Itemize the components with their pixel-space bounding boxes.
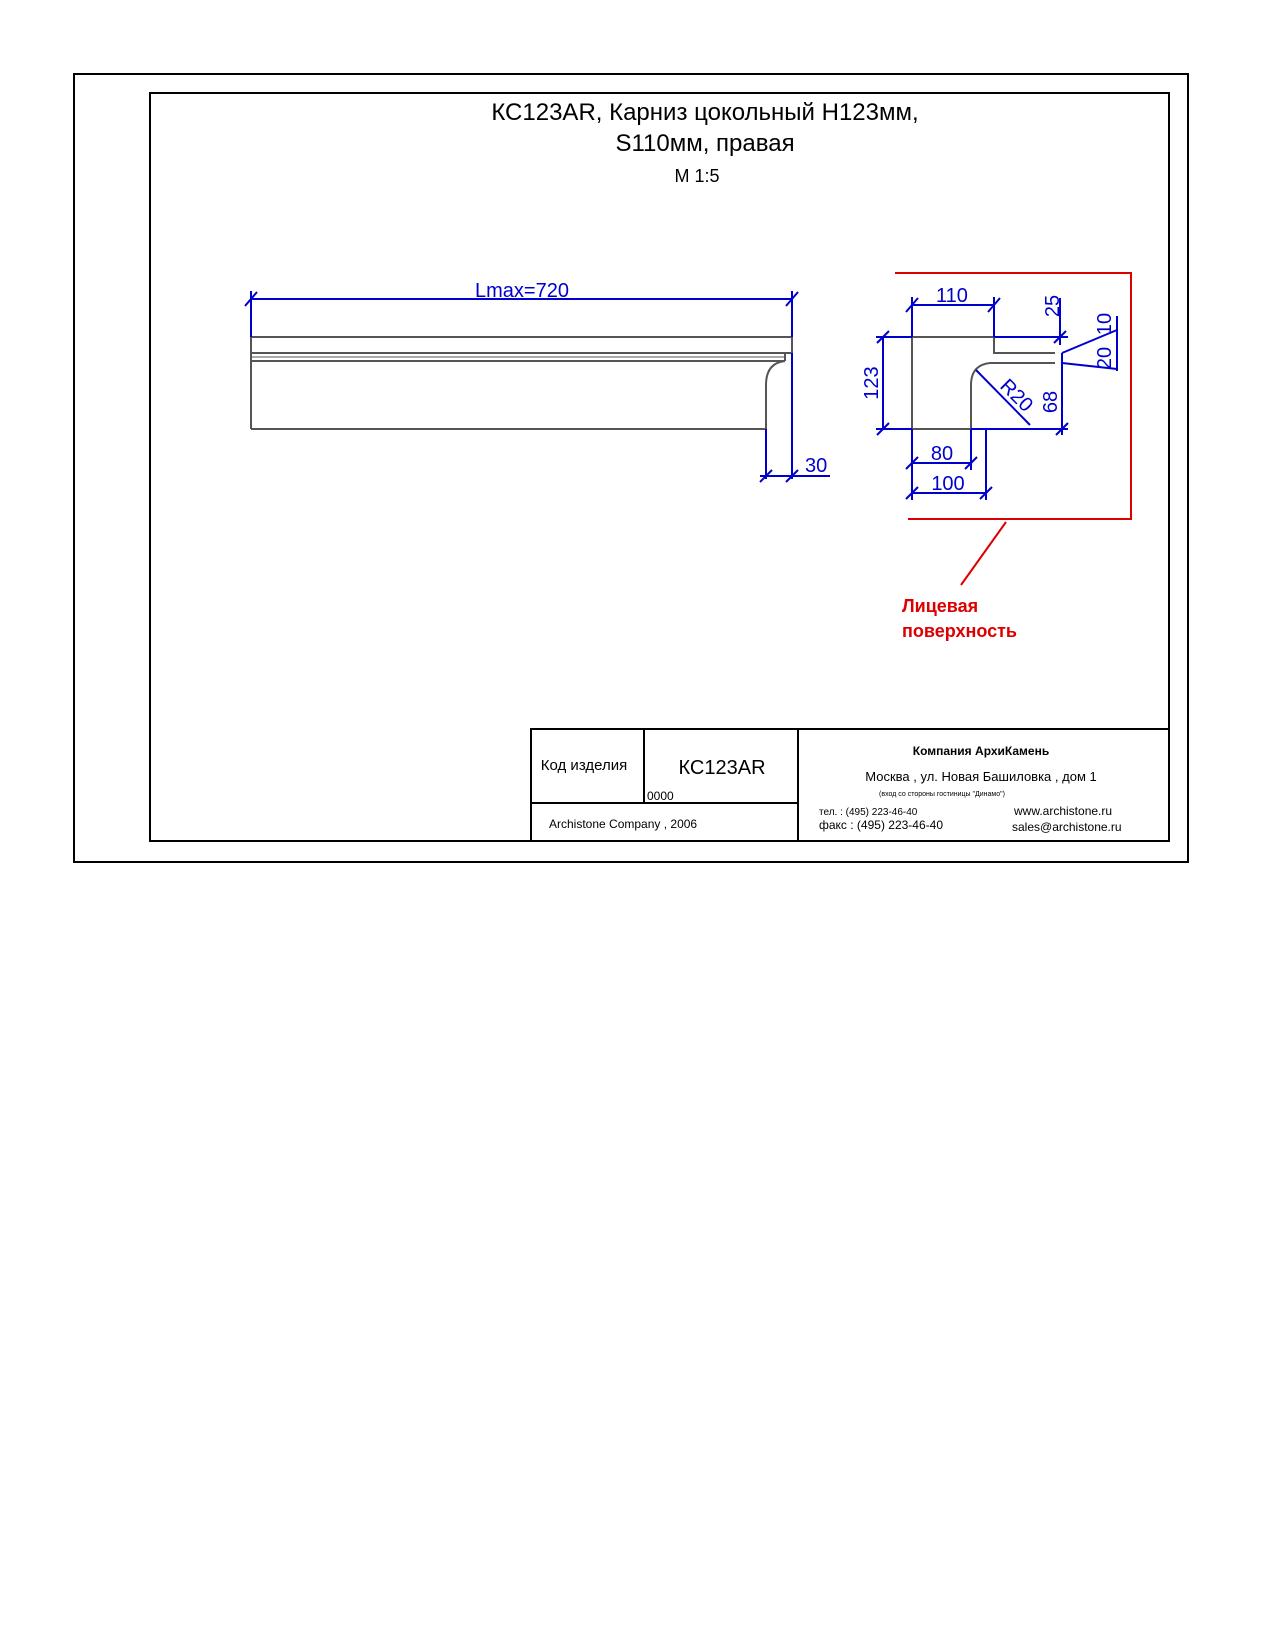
dim-base-width: 100 <box>931 473 965 495</box>
dim-slot-height: 20 <box>1094 346 1116 370</box>
code-sub: 0000 <box>647 789 674 803</box>
face-surface-label-line2: поверхность <box>902 621 1017 641</box>
length-label: Lmax=720 <box>475 280 569 302</box>
dim-radius: R20 <box>995 375 1037 417</box>
dim-total-height: 123 <box>861 366 883 400</box>
dim-top-width: 110 <box>936 285 968 307</box>
company-tel: тел. : (495) 223-46-40 <box>819 807 918 818</box>
side-view-outline <box>251 337 792 429</box>
side-view <box>245 280 830 482</box>
dim-step-height: 25 <box>1042 294 1064 318</box>
company-website: www.archistone.ru <box>1014 804 1113 818</box>
drawing-title-line1: КС123AR, Карниз цокольный H123мм, <box>491 99 919 126</box>
code-label: Код изделия <box>540 757 628 774</box>
face-surface-label-line1: Лицевая <box>902 596 979 616</box>
dim-small-gap: 10 <box>1094 312 1116 336</box>
section-profile <box>912 337 1055 429</box>
company-year: Archistone Company , 2006 <box>549 817 698 831</box>
company-name: Компания АрхиКамень <box>912 744 1050 758</box>
end-dimension-label: 30 <box>805 455 828 477</box>
drawing-scale: М 1:5 <box>674 166 720 186</box>
drawing-title-line2: S110мм, правая <box>615 130 795 157</box>
dim-face-height: 68 <box>1040 390 1062 414</box>
address-note: (вход со стороны гостиницы "Динамо") <box>879 791 1005 798</box>
company-email: sales@archistone.ru <box>1012 820 1122 834</box>
code-value: КС123AR <box>678 757 766 779</box>
company-address: Москва , ул. Новая Башиловка , дом 1 <box>865 769 1097 784</box>
cross-section <box>861 273 1131 641</box>
dim-inner-width: 80 <box>930 443 954 465</box>
title-block <box>531 729 1169 841</box>
company-fax: факс : (495) 223-46-40 <box>819 818 943 832</box>
